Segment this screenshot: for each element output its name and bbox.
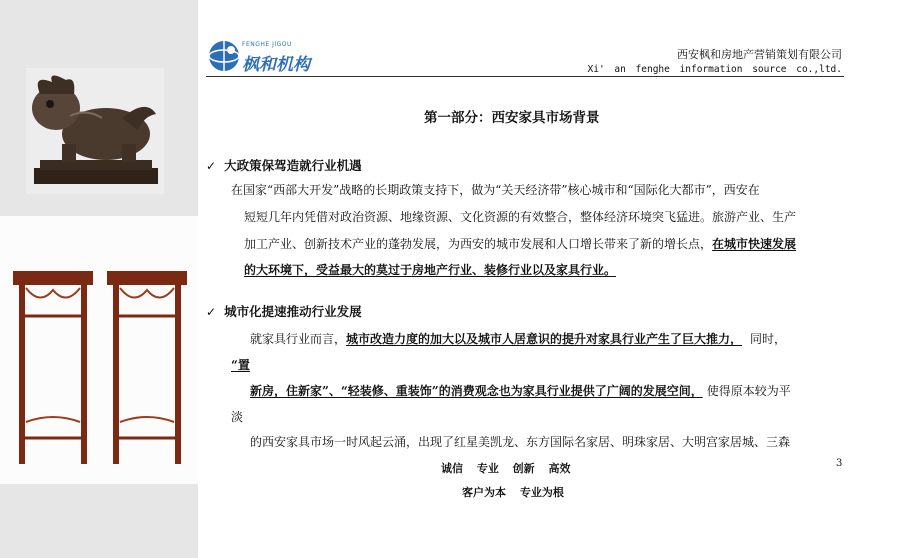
- emphasis-text: 城市改造力度的加大以及城市人居意识的提升对家具行业产生了巨大推力，: [346, 332, 743, 346]
- page-title: 第一部分：西安家具市场背景: [424, 110, 600, 126]
- section-heading-text: 大政策保驾造就行业机遇: [224, 158, 362, 173]
- footer-slogan-2: 客户为本 专业为根: [462, 486, 564, 499]
- checkmark-icon: ✓: [206, 305, 217, 319]
- wooden-stands-image: [0, 216, 198, 484]
- emphasis-text: 在城市快速发展: [712, 237, 797, 251]
- paragraph-line: 在国家“西部大开发”战略的长期政策支持下，做为“关天经济带”核心城市和“国际化大都市”，西安在: [231, 183, 760, 197]
- left-image-sidebar: [0, 0, 198, 558]
- emphasis-line: 的大环境下，受益最大的莫过于房地产行业、装修行业以及家具行业。: [244, 263, 617, 277]
- text-run: 同时，: [750, 332, 787, 346]
- logo-subtext: FENGHE JIGOU: [242, 41, 292, 48]
- text-run: 加工产业、创新技术产业的蓬勃发展，为西安的城市发展和人口增长带来了新的增长点，: [244, 237, 713, 251]
- paragraph-line: [244, 235, 796, 252]
- paragraph-line: 淡: [231, 410, 244, 424]
- text-run: 就家具行业而言，: [250, 332, 347, 346]
- page-number: 3: [836, 458, 843, 469]
- company-logo: [206, 38, 314, 74]
- paragraph-line: [250, 382, 791, 399]
- emphasis-line: “置: [231, 358, 250, 372]
- header-divider: [206, 76, 844, 77]
- section-heading-urbanization: [206, 302, 362, 320]
- dragon-statue-image: [26, 68, 164, 194]
- footer-slogan-1: 诚信 专业 创新 高效: [441, 462, 571, 475]
- text-run: 使得原本较为平: [706, 384, 791, 398]
- paragraph-line: 短短几年内凭借对政治资源、地缘资源、文化资源的有效整合，整体经济环境突飞猛进。旅游产业、生产: [244, 210, 797, 224]
- emphasis-text: 新房，住新家”、“轻装修、重装饰”的消费观念也为家具行业提供了广阔的发展空间，: [250, 384, 703, 398]
- logo-text: 枫和机构: [242, 55, 310, 75]
- section-heading-text: 城市化提速推动行业发展: [224, 304, 362, 319]
- section-heading-policy: [206, 156, 362, 174]
- checkmark-icon: ✓: [206, 159, 217, 173]
- company-name-english: Xi' an fenghe information source co.,ltd.: [587, 64, 842, 75]
- company-name-chinese: 西安枫和房地产营销策划有限公司: [677, 48, 842, 61]
- paragraph-line: [250, 330, 786, 347]
- paragraph-line: 的西安家具市场一时风起云涌，出现了红星美凯龙、东方国际名家居、明珠家居、大明宫家居城、三森: [250, 435, 791, 449]
